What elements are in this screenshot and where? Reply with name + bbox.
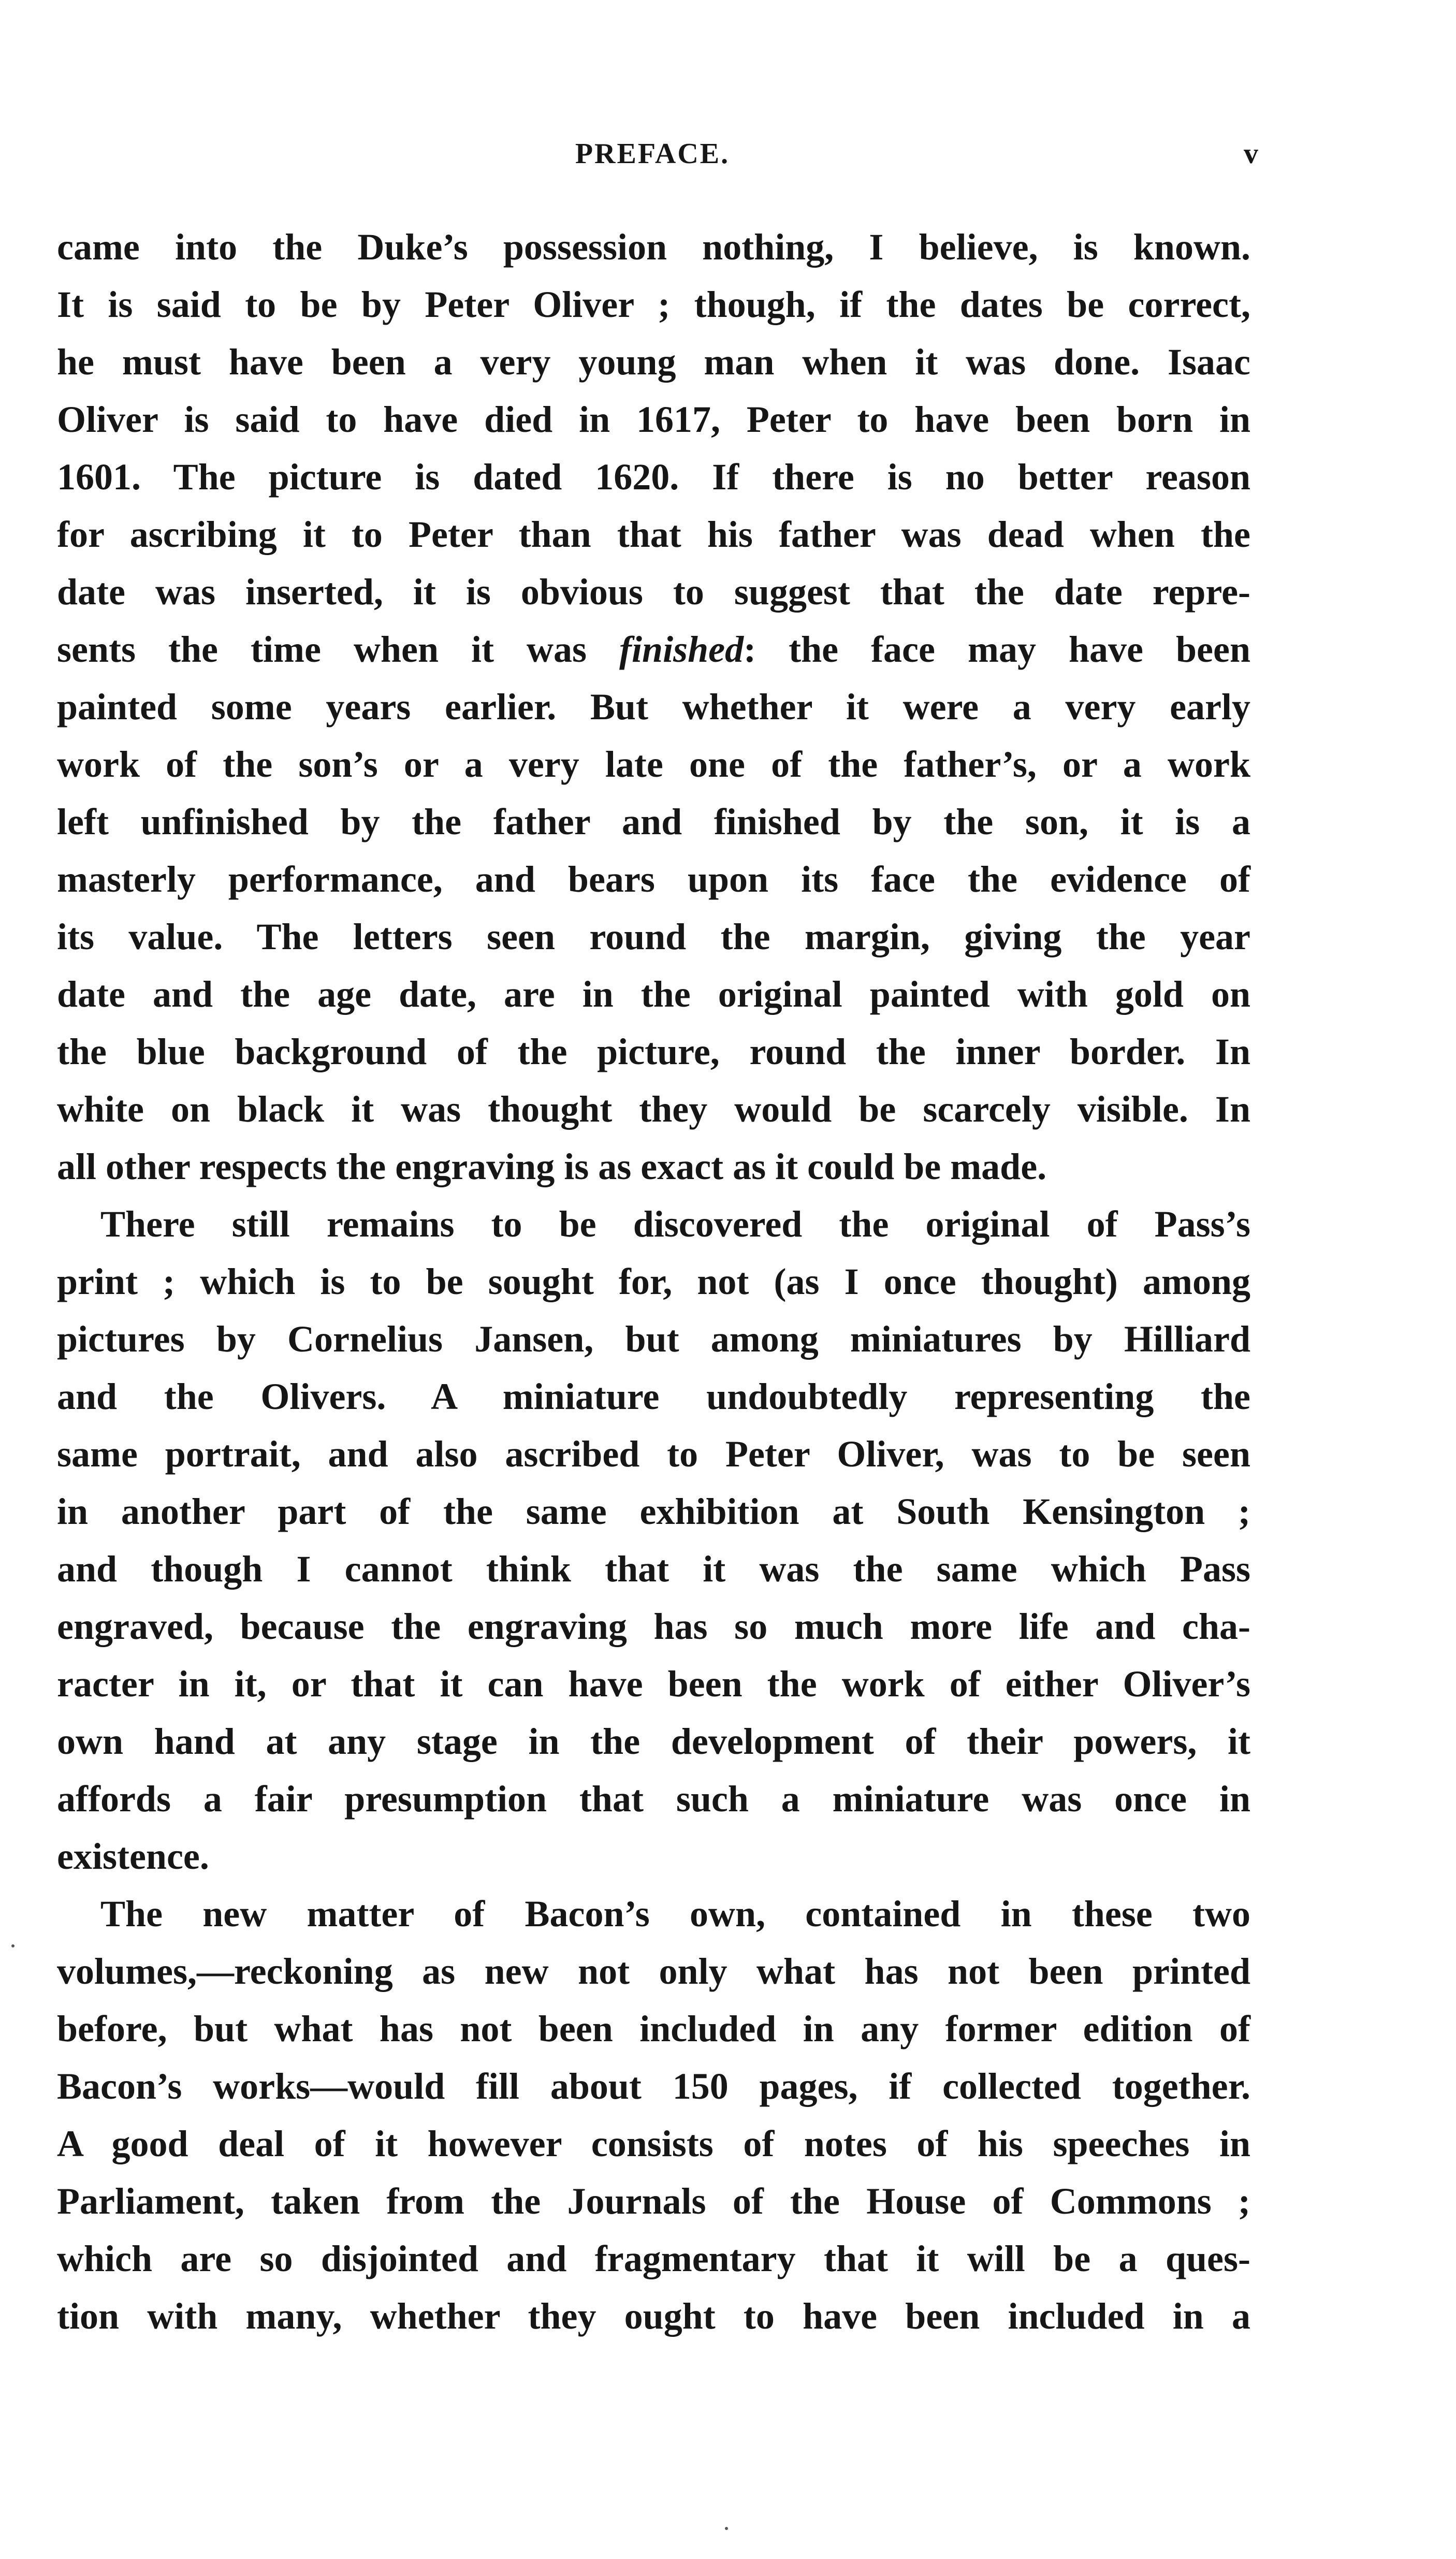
text-line: affords a fair presumption that such a miniature was once in: [57, 1778, 1250, 1820]
italic-word: finished: [619, 629, 744, 670]
text-line: before, but what has not been included in any former edition of: [57, 2008, 1250, 2049]
text-line: tion with many, whether they ought to have been included in a: [57, 2295, 1250, 2337]
text-line: came into the Duke’s possession nothing, I believe, is known.: [57, 226, 1250, 268]
text-line: The new matter of Bacon’s own, contained in these two: [100, 1893, 1250, 1935]
text-line: date was inserted, it is obvious to suggest that the date repre-: [57, 571, 1250, 613]
text-line: There still remains to be discovered the original of Pass’s: [100, 1203, 1250, 1245]
text-fragment: : the face may have been: [744, 629, 1250, 670]
scan-speck: [725, 2527, 728, 2530]
paragraph-1: [57, 219, 1250, 1196]
text-line: existence.: [57, 1836, 209, 1877]
text-line: 1601. The picture is dated 1620. If there is no better reason: [57, 456, 1250, 498]
text-line: painted some years earlier. But whether it were a very early: [57, 686, 1250, 728]
text-line: It is said to be by Peter Oliver ; though, if the dates be correct,: [57, 284, 1250, 325]
running-title: PREFACE.: [575, 138, 730, 170]
text-line: pictures by Cornelius Jansen, but among miniatures by Hilliard: [57, 1318, 1250, 1360]
text-line: its value. The letters seen round the margin, giving the year: [57, 916, 1250, 957]
text-line: date and the age date, are in the original painted with gold on: [57, 973, 1250, 1015]
text-line: A good deal of it however consists of notes of his speeches in: [57, 2123, 1250, 2164]
text-line: and though I cannot think that it was the same which Pass: [57, 1548, 1250, 1590]
body-text: [57, 219, 1250, 2345]
text-line: work of the son’s or a very late one of the father’s, or a work: [57, 744, 1250, 785]
text-line: racter in it, or that it can have been the work of either Oliver’s: [57, 1663, 1250, 1705]
paragraph-2: [57, 1196, 1250, 1885]
text-line: volumes,—reckoning as new not only what has not been printed: [57, 1951, 1250, 1992]
paragraph-3: [57, 1885, 1250, 2345]
text-line: Parliament, taken from the Journals of the House of Commons ;: [57, 2180, 1250, 2222]
text-line: and the Olivers. A miniature undoubtedly representing the: [57, 1376, 1250, 1417]
text-line: white on black it was thought they would be scarcely visible. In: [57, 1088, 1250, 1130]
text-line: same portrait, and also ascribed to Peter Oliver, was to be seen: [57, 1433, 1250, 1475]
text-line: all other respects the engraving is as exact as it could be made.: [57, 1146, 1047, 1187]
scan-speck: [11, 1944, 14, 1947]
text-line: the blue background of the picture, round the inner border. In: [57, 1031, 1250, 1072]
text-line: for ascribing it to Peter than that his father was dead when the: [57, 514, 1250, 555]
text-line: print ; which is to be sought for, not (as I once thought) among: [57, 1261, 1250, 1302]
text-line: masterly performance, and bears upon its face the evidence of: [57, 859, 1250, 900]
text-line: [57, 621, 1250, 678]
text-line: in another part of the same exhibition at South Kensington ;: [57, 1491, 1250, 1532]
text-line: which are so disjointed and fragmentary that it will be a ques-: [57, 2238, 1250, 2279]
page-number: v: [1244, 138, 1258, 170]
text-line: engraved, because the engraving has so much more life and cha-: [57, 1606, 1250, 1647]
text-line: he must have been a very young man when it was done. Isaac: [57, 341, 1250, 383]
text-fragment: sents the time when it was: [57, 629, 620, 670]
text-line: left unfinished by the father and finished by the son, it is a: [57, 801, 1250, 842]
text-line: own hand at any stage in the development of their powers, it: [57, 1721, 1250, 1762]
page-header: [57, 132, 1258, 179]
text-line: Bacon’s works—would fill about 150 pages, if collected together.: [57, 2066, 1250, 2107]
text-line: Oliver is said to have died in 1617, Peter to have been born in: [57, 399, 1250, 440]
